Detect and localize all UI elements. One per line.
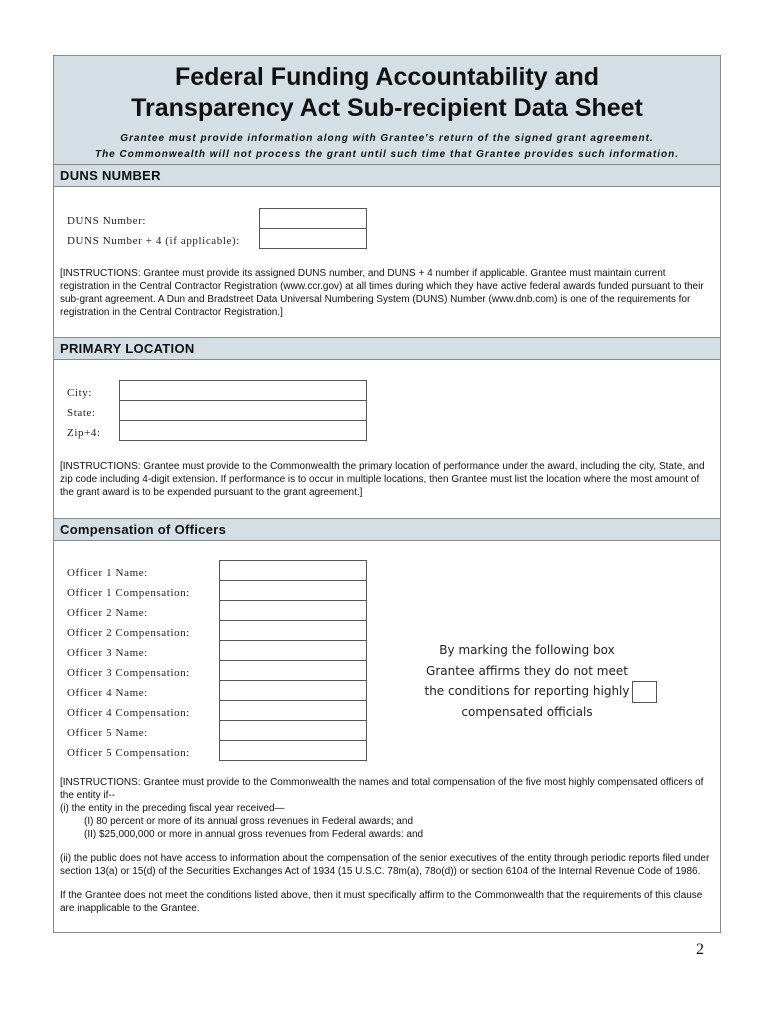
duns-plus4-label: DUNS Number + 4 (if applicable): <box>67 235 240 247</box>
page-number: 2 <box>696 941 704 958</box>
officers-instructions <box>60 776 710 915</box>
officer-4-comp-label: Officer 4 Compensation: <box>67 707 190 719</box>
affirm-line-1: By marking the following box <box>439 643 615 657</box>
affirm-line-3: the conditions for reporting highly <box>424 684 630 698</box>
officers-instr-I: (I) 80 percent or more of its annual gross revenues in Federal awards; and <box>84 816 414 827</box>
title-line-2: Transparency Act Sub-recipient Data Sheet <box>131 94 643 122</box>
officer-5-comp-label: Officer 5 Compensation: <box>67 747 190 759</box>
form-header <box>54 56 720 165</box>
affirm-statement <box>416 640 638 722</box>
header-note-1: Grantee must provide information along with Grantee's return of the signed grant agreement. <box>120 133 654 144</box>
officer-1-name-label: Officer 1 Name: <box>67 567 148 579</box>
officers-instr-II: (II) $25,000,000 or more in annual gross revenues from Federal awards: and <box>84 829 424 840</box>
zip-input[interactable] <box>119 420 367 441</box>
officer-2-comp-label: Officer 2 Compensation: <box>67 627 190 639</box>
duns-number-label: DUNS Number: <box>67 215 147 227</box>
affirm-checkbox[interactable] <box>632 681 657 703</box>
officer-2-name-input[interactable] <box>219 600 367 621</box>
officer-1-name-input[interactable] <box>219 560 367 581</box>
officer-5-comp-input[interactable] <box>219 740 367 761</box>
title-line-1: Federal Funding Accountability and <box>174 63 600 91</box>
officer-4-name-input[interactable] <box>219 680 367 701</box>
form-title <box>54 62 720 124</box>
officers-instr-ii: (ii) the public does not have access to information about the compensation of the senior executives of the entity through periodic reports filed under section 13(a) or 15(d) of the Securities Exchanges Act of 1934 (15 U.S.C. 78m(a), 78o(d)) or section 6104 of the Internal Revenue Code of 1986. <box>60 853 710 877</box>
state-input[interactable] <box>119 400 367 421</box>
header-note-2: The Commonwealth will not process the grant until such time that Grantee provides such information. <box>94 149 680 160</box>
city-input[interactable] <box>119 380 367 401</box>
zip-label: Zip+4: <box>67 427 101 439</box>
location-instructions: [INSTRUCTIONS: Grantee must provide to the Commonwealth the primary location of performance under the award, including the city, State, and zip code including 4-digit extension. If performance is to occur in multiple locations, then Grantee must list the location where the most amount of the grant award is to be expended pursuant to the grant agreement.] <box>60 461 705 498</box>
officer-4-name-label: Officer 4 Name: <box>67 687 148 699</box>
duns-section-heading: DUNS NUMBER <box>54 164 720 187</box>
officers-instr-final: If the Grantee does not meet the conditions listed above, then it must specifically affirm to the Commonwealth that the requirements of this clause are inapplicable to the Grantee. <box>60 890 703 914</box>
location-section-heading: PRIMARY LOCATION <box>54 337 720 360</box>
officer-5-name-label: Officer 5 Name: <box>67 727 148 739</box>
officers-section-heading: Compensation of Officers <box>54 518 720 541</box>
duns-number-input[interactable] <box>259 208 367 229</box>
officer-1-comp-input[interactable] <box>219 580 367 601</box>
officer-3-name-label: Officer 3 Name: <box>67 647 148 659</box>
officer-3-name-input[interactable] <box>219 640 367 661</box>
officer-4-comp-input[interactable] <box>219 700 367 721</box>
form-frame <box>53 55 721 933</box>
affirm-line-2: Grantee affirms they do not meet <box>426 663 628 678</box>
city-label: City: <box>67 387 93 399</box>
officer-2-comp-input[interactable] <box>219 620 367 641</box>
officer-2-name-label: Officer 2 Name: <box>67 607 148 619</box>
affirm-line-4: compensated officials <box>461 704 593 719</box>
state-label: State: <box>67 407 96 419</box>
officers-instr-intro: [INSTRUCTIONS: Grantee must provide to the Commonwealth the names and total compensation of the five most highly compensated officers of the entity if-- <box>60 777 704 801</box>
officer-1-comp-label: Officer 1 Compensation: <box>67 587 190 599</box>
duns-plus4-input[interactable] <box>259 228 367 249</box>
officer-3-comp-input[interactable] <box>219 660 367 681</box>
officer-5-name-input[interactable] <box>219 720 367 741</box>
officer-3-comp-label: Officer 3 Compensation: <box>67 667 190 679</box>
duns-instructions: [INSTRUCTIONS: Grantee must provide its assigned DUNS number, and DUNS + 4 number if applicable. Grantee must maintain current registration in the Central Contractor Registration (www.ccr.gov) at all times during which they have active federal awards funded pursuant to their sub-grant agreement. A Dun and Bradstreet Data Universal Numbering System (DUNS) Number (www.dnb.com) is one of the requirements for registration in the Central Contractor Registration.] <box>60 268 704 318</box>
officers-instr-i: (i) the entity in the preceding fiscal year received— <box>60 803 285 814</box>
